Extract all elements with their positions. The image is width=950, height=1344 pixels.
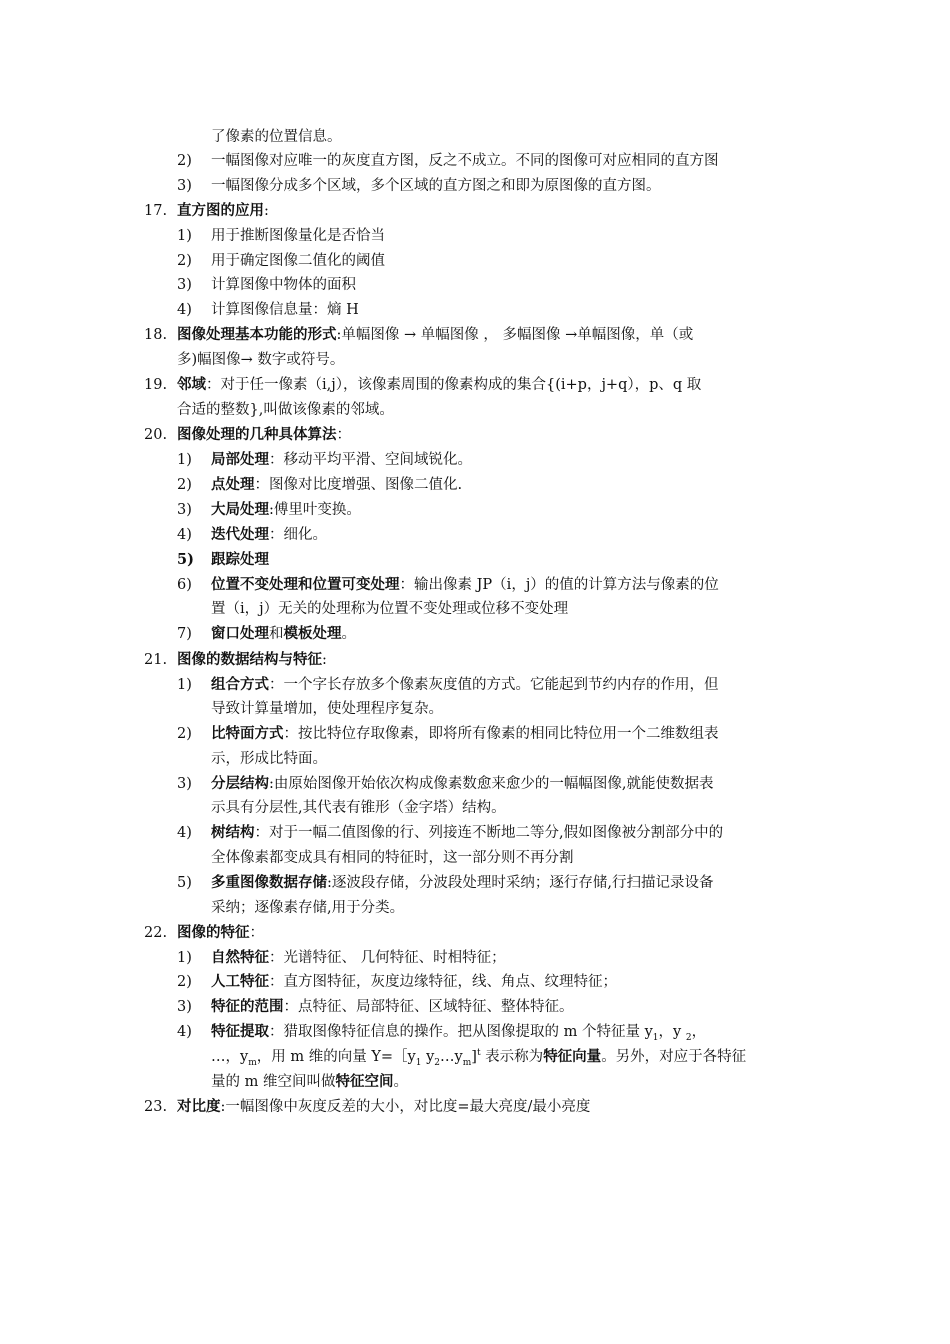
list-number: 1) [177,950,192,966]
section-number: 22. [144,925,168,941]
list-item: 计算图像信息量：熵 H [211,302,359,318]
list-item: 用于推断图像量化是否恰当 [211,228,385,244]
section-title: 图像处理的几种具体算法 [177,426,337,443]
paragraph-line: 多)幅图像→ 数字或符号。 [177,352,345,368]
section-title: 图像的特征 [177,924,250,941]
list-number: 4) [177,302,192,318]
item-text: y [421,1049,435,1065]
list-item [211,575,719,595]
item-text: 和 [269,626,284,642]
section-text: :一幅图像中灰度反差的大小，对比度=最大亮度/最小亮度 [220,1099,591,1115]
subscript: m [462,1057,472,1068]
heading-colon: : [264,203,269,219]
list-number: 1) [177,677,192,693]
list-number: 3) [177,502,192,518]
list-item [211,774,714,794]
list-item [211,675,719,695]
list-item: 一幅图像对应唯一的灰度直方图，反之不成立。不同的图像可对应相同的直方图 [211,153,719,169]
item-title: 点处理 [211,476,255,493]
item-text: ：光谱特征、 几何特征、时相特征； [269,950,506,966]
list-item [211,475,462,495]
item-text: ：猎取图像特征信息的操作。把从图像提取的 m 个特征量 y [269,1024,653,1040]
section-heading [177,375,701,395]
item-title: 位置不变处理和位置可变处理 [211,576,400,593]
list-number: 2) [177,253,192,269]
subscript: 2 [685,1032,692,1043]
item-text: ：细化。 [269,527,327,543]
item-text: :傅里叶变换。 [269,502,361,518]
section-number: 20. [144,427,168,443]
item-title: 比特面方式 [211,725,284,742]
section-number: 21. [144,652,168,668]
list-number: 2) [177,153,192,169]
superscript: t [476,1048,481,1059]
item-text: 。 [341,626,356,642]
list-number: 7) [177,626,192,642]
subscript: 1 [415,1057,422,1068]
heading-colon: : [322,652,327,668]
list-item [211,550,269,570]
item-title: 跟踪处理 [211,551,269,568]
list-item [211,450,472,470]
section-number: 23. [144,1099,168,1115]
item-text: ：直方图特征，灰度边缘特征，线、角点、纹理特征； [269,974,617,990]
paragraph-line [211,1047,746,1067]
list-number: 4) [177,1024,192,1040]
list-number: 3) [177,277,192,293]
item-text: 量的 m 维空间叫做 [211,1074,336,1090]
item-title: 自然特征 [211,949,269,966]
item-title: 特征的范围 [211,998,284,1015]
item-text: ， [691,1024,707,1040]
item-text: ，y [658,1024,686,1040]
section-title: 直方图的应用 [177,202,264,219]
item-text: ：图像对比度增强、图像二值化. [254,477,463,493]
list-item [211,724,719,744]
item-title: 局部处理 [211,451,269,468]
paragraph-line: 置（i，j）无关的处理称为位置不变处理或位移不变处理 [211,601,569,617]
list-item [211,1022,706,1042]
section-number: 18. [144,327,168,343]
item-title: 窗口处理 [211,625,269,642]
item-text: …y [440,1049,463,1065]
paragraph-line: 示具有分层性,其代表有锥形（金字塔）结构。 [211,800,506,816]
list-item [211,873,714,893]
list-item [211,948,506,968]
item-text: ，用 m 维的向量 Y=［y [256,1049,416,1065]
item-text: ：移动平均平滑、空间域锐化。 [269,452,472,468]
paragraph-line: 导致计算量增加，使处理程序复杂。 [211,701,443,717]
bold-term: 特征向量 [543,1048,602,1065]
item-text: ：输出像素 JP（i，j）的值的计算方法与像素的位 [399,577,719,593]
list-item [211,500,361,520]
section-heading [177,650,327,670]
item-text: …，y [211,1049,249,1065]
item-text: ：点特征、局部特征、区域特征、整体特征。 [283,999,574,1015]
list-number: 4) [177,825,192,841]
list-number: 2) [177,726,192,742]
section-heading [177,425,351,445]
section-heading [177,201,269,221]
section-title: 对比度 [177,1098,221,1115]
item-title: 组合方式 [211,676,269,693]
list-number: 2) [177,477,192,493]
item-title: 模板处理 [283,625,342,642]
list-number: 5) [177,551,194,568]
section-heading [177,325,693,345]
list-number: 3) [177,999,192,1015]
item-text: :由原始图像开始依次构成像素数愈来愈少的一幅幅图像,就能使数据表 [269,776,714,792]
list-item: 一幅图像分成多个区域，多个区域的直方图之和即为原图像的直方图。 [211,178,661,194]
list-item [211,525,327,545]
list-number: 5) [177,875,192,891]
list-item [211,823,723,843]
section-text: :单幅图像 → 单幅图像 ， 多幅图像 →单幅图像，单（或 [336,327,694,343]
paragraph-line: 了像素的位置信息。 [211,129,342,145]
paragraph-line: 示，形成比特面。 [211,751,327,767]
list-item: 计算图像中物体的面积 [211,277,356,293]
list-number: 2) [177,974,192,990]
item-title: 多重图像数据存储 [211,874,327,891]
heading-colon: ： [249,925,264,941]
paragraph-line [211,1072,408,1092]
paragraph-line: 全体像素都变成具有相同的特征时，这一部分则不再分割 [211,850,574,866]
list-item [211,624,356,644]
list-number: 1) [177,228,192,244]
list-number: 1) [177,452,192,468]
subscript: m [248,1057,257,1068]
list-item: 用于确定图像二值化的阈值 [211,253,385,269]
section-heading [177,923,264,943]
section-title: 邻域 [177,376,206,393]
item-text: ：一个字长存放多个像素灰度值的方式。它能起到节约内存的作用，但 [269,677,719,693]
item-text: :逐波段存储，分波段处理时采纳；逐行存储,行扫描记录设备 [327,875,714,891]
item-title: 特征提取 [211,1023,269,1040]
list-item [211,972,617,992]
item-text: 表示称为 [480,1049,544,1065]
subscript: 1 [652,1032,659,1043]
item-text: ：按比特位存取像素，即将所有像素的相同比特位用一个二维数组表 [283,726,719,742]
item-text: 。 [393,1074,408,1090]
item-text: ：对于一幅二值图像的行、列接连不断地二等分,假如图像被分割部分中的 [254,825,724,841]
section-title: 图像的数据结构与特征 [177,651,322,668]
paragraph-line: 采纳；逐像素存储,用于分类。 [211,900,405,916]
list-number: 4) [177,527,192,543]
list-number: 3) [177,178,192,194]
section-title: 图像处理基本功能的形式 [177,326,337,343]
subscript: 2 [434,1057,441,1068]
section-number: 17. [144,203,168,219]
item-title: 人工特征 [211,973,269,990]
item-text: 。另外，对应于各特征 [601,1049,747,1065]
section-text: ：对于任一像素（i,j），该像素周围的像素构成的集合{(i+p，j+q），p、q 取 [206,377,702,393]
list-number: 6) [177,577,192,593]
list-item [211,997,574,1017]
item-title: 分层结构 [211,775,269,792]
item-text: ] [471,1049,477,1065]
list-number: 3) [177,776,192,792]
paragraph-line: 合适的整数},叫做该像素的邻域。 [177,402,394,418]
item-title: 大局处理 [211,501,269,518]
item-title: 迭代处理 [211,526,269,543]
section-heading [177,1097,590,1117]
heading-colon: ： [336,427,351,443]
section-number: 19. [144,377,168,393]
bold-term: 特征空间 [335,1073,394,1090]
item-title: 树结构 [211,824,255,841]
